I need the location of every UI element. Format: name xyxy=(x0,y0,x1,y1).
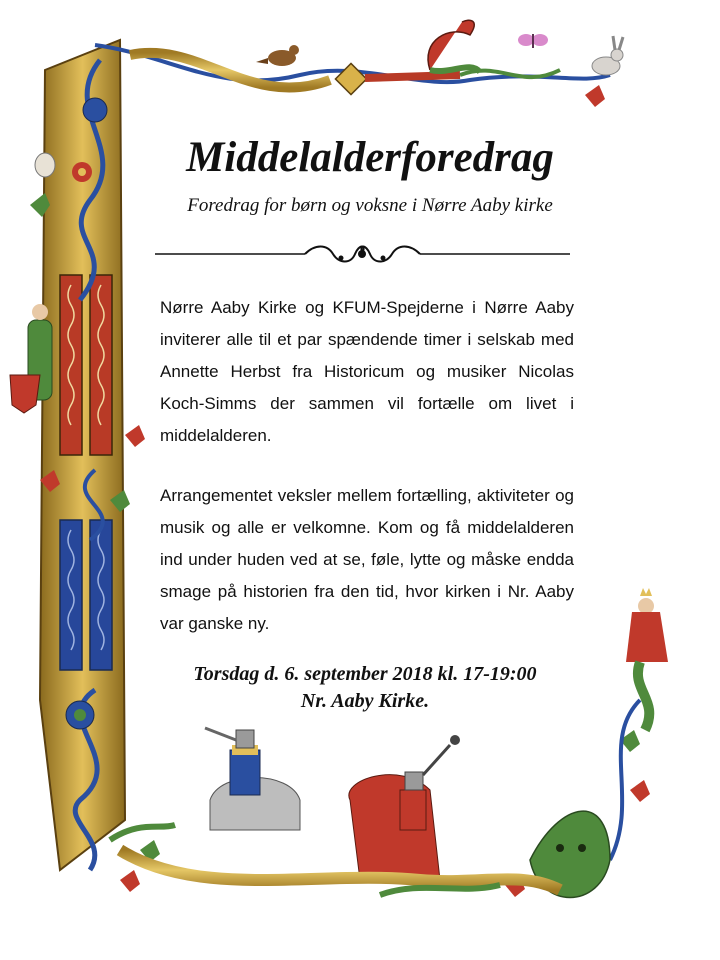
top-border-vine xyxy=(95,45,610,95)
event-date: Torsdag d. 6. september 2018 kl. 17-19:00 xyxy=(193,663,537,685)
details-paragraph: Arrangementet veksler mellem fortælling, aktiviteter og musik og alle er velkomne. Kom og få middelalderen ind under huden ved at se, føle, lytte og måske endda smage på historien fra den tid, hvor kirken i Nr. Aaby var ganske ny. xyxy=(160,486,574,633)
event-place: Nr. Aaby Kirke. xyxy=(300,690,430,712)
rabbit-icon xyxy=(592,36,623,75)
dragon-icon xyxy=(428,20,480,72)
queen-icon xyxy=(610,588,668,860)
page-title: Middelalderforedrag xyxy=(186,134,554,181)
bird-icon xyxy=(256,45,299,66)
ornamental-divider xyxy=(155,238,570,270)
bottom-vine xyxy=(110,825,560,895)
intro-paragraph: Nørre Aaby Kirke og KFUM-Spejderne i Nørre Aaby inviterer alle til et par spændende timer i selskab med Annette Herbst fra Historicum og musiker Nicolas Koch-Simms der sammen vil fortælle om livet i middelalderen. xyxy=(160,298,574,445)
page-subtitle: Foredrag for børn og voksne i Nørre Aaby kirke xyxy=(187,195,553,216)
red-knight-icon xyxy=(349,735,460,880)
butterfly-icon xyxy=(518,34,548,48)
knight-icon xyxy=(205,728,300,830)
